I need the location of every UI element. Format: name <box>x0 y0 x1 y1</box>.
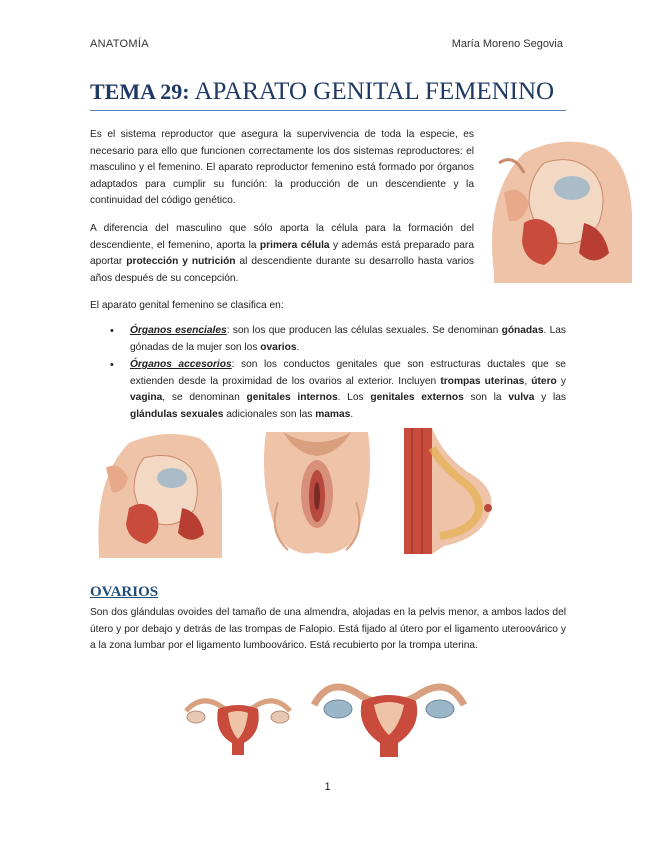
bullet-icon: • <box>110 325 114 337</box>
text-run: : son los conductos genitales que son estructuras ductales que se extienden desde la proximidad de los ovarios al exterior. Incluyen <box>130 359 566 387</box>
intro-paragraph-2 <box>90 221 474 287</box>
text-run: . Las gónadas de la mujer son los <box>130 325 566 353</box>
text-run: , <box>524 375 532 387</box>
bold-term: protección y nutrición <box>126 256 236 268</box>
breast-figure <box>404 428 496 554</box>
text-run: y además está preparado para aportar <box>90 239 474 268</box>
header-author: María Moreno Segovia <box>451 38 563 50</box>
text-run: al descendiente durante su desarrollo hasta varios años después de su concepción. <box>90 256 474 284</box>
title-number: TEMA 29: <box>90 79 190 104</box>
bold-term: gónadas <box>501 325 544 336</box>
uterus-figure-large <box>310 665 468 757</box>
bold-term: glándulas sexuales <box>130 408 224 420</box>
text-run: . <box>350 408 354 420</box>
bold-term: ovarios <box>260 341 297 353</box>
uterus-figure-small <box>182 683 294 755</box>
page-title <box>90 76 566 111</box>
bold-term: trompas uterinas <box>440 375 525 387</box>
classification-list <box>90 323 566 425</box>
text-run: son la <box>463 392 509 404</box>
sagittal-figure-row <box>94 428 224 558</box>
text-run: y <box>556 375 566 387</box>
intro-paragraph-1: Es el sistema reproductor que asegura la supervivencia de toda la especie, es necesario para ello que funcionen correctamente los dos sistemas reproductores: el masculino y el femenino. El aparato reproductor femenino está formado por órganos adaptados para cumplir su función: la producción de un descendiente y la continuidad del código genético. <box>90 129 474 207</box>
bold-term: genitales externos <box>370 392 464 404</box>
text-run: . Los <box>337 392 371 404</box>
section-title-ovarios: OVARIOS <box>90 584 159 600</box>
term-accesorios: Órganos accesorios <box>130 359 232 371</box>
ovarios-paragraph: Son dos glándulas ovoides del tamaño de una almendra, alojadas en la pelvis menor, a ambos lados del útero y por debajo y detrás de las trompas de Falopio. Está fijado al útero por el ligamento uteroovárico y a la zona lumbar por el ligamento lumboovárico. Está recubierto por la trompa uterina. <box>90 607 566 652</box>
text-run: : son los que producen las células sexuales. Se denominan <box>226 325 502 336</box>
sagittal-figure-top <box>484 133 634 283</box>
header-subject: ANATOMÍA <box>90 38 149 50</box>
bold-term: vulva <box>508 392 535 404</box>
vulva-figure <box>258 432 376 558</box>
bold-term: primera célula <box>259 239 330 251</box>
text-run: A diferencia del masculino que sólo aporta la célula para la formación del descendiente, el femenino, aporta la <box>90 223 474 251</box>
text-run: y las <box>534 392 566 404</box>
bold-term: vagina <box>130 392 163 404</box>
text-run: . <box>296 341 300 353</box>
bold-term: mamas <box>315 408 351 420</box>
term-esenciales: Órganos esenciales <box>130 325 227 336</box>
intro-paragraph-3: El aparato genital femenino se clasifica en: <box>90 300 284 311</box>
bold-term: útero <box>531 375 557 387</box>
list-item <box>90 357 566 423</box>
page-number: 1 <box>324 781 331 793</box>
bold-term: genitales internos <box>246 392 338 404</box>
title-text: APARATO GENITAL FEMENINO <box>194 78 555 105</box>
bullet-icon: • <box>110 359 114 372</box>
text-run: adicionales son las <box>223 408 316 420</box>
list-item <box>90 323 566 356</box>
text-run: , se denominan <box>162 392 247 404</box>
